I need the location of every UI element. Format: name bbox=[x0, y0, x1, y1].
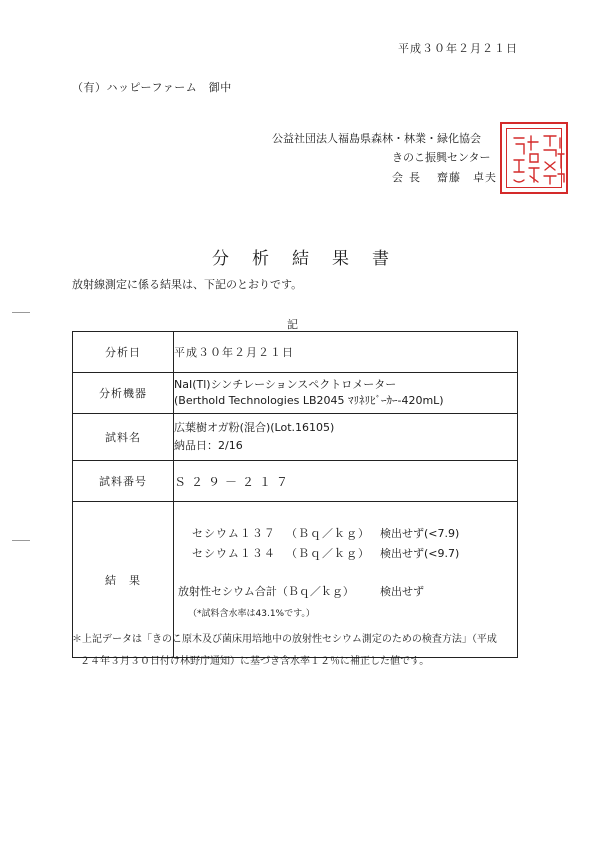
results-label: 結 果 bbox=[73, 502, 174, 658]
ki-mark: 記 bbox=[287, 318, 298, 331]
cs134-value: 検出せず(<9.7) bbox=[380, 547, 460, 560]
results-table bbox=[72, 331, 518, 658]
table-row bbox=[73, 461, 518, 502]
issuer-center: きのこ振興センター bbox=[392, 151, 491, 164]
official-seal bbox=[500, 122, 568, 194]
instrument-name: NaI(Tl)シンチレーションスペクトロメーター bbox=[174, 378, 397, 391]
president-name: 齋藤 卓夫 bbox=[437, 171, 497, 184]
recipient: （有）ハッピーファーム 御中 bbox=[72, 81, 232, 94]
intro-text: 放射線測定に係る結果は、下記のとおりです。 bbox=[72, 278, 303, 291]
cs134-name: セシウム１３４ bbox=[192, 547, 276, 560]
total-cs-name: 放射性セシウム合計（Ｂｑ／ｋｇ） bbox=[178, 585, 354, 598]
analysis-date-label: 分析日 bbox=[73, 332, 174, 373]
sample-name-label: 試料名 bbox=[73, 414, 174, 461]
cs137-name: セシウム１３７ bbox=[192, 527, 276, 540]
punch-mark bbox=[12, 312, 30, 313]
seal-stamp-icon bbox=[502, 124, 570, 196]
sample-name: 広葉樹オガ粉(混合)(Lot.16105) bbox=[174, 421, 335, 434]
moisture-note: （*試料含水率は43.1%です。） bbox=[188, 609, 315, 619]
president-title: 会長 bbox=[392, 171, 426, 184]
punch-mark bbox=[12, 540, 30, 541]
footnote-line-2: ２４年３月３０日付け林野庁通知）に基づき含水率１２％に補正した値です。 bbox=[80, 656, 430, 667]
instrument-label: 分析機器 bbox=[73, 373, 174, 414]
sample-number-label: 試料番号 bbox=[73, 461, 174, 502]
total-cs-value: 検出せず bbox=[380, 585, 424, 598]
analysis-date-value: 平成３０年２月２１日 bbox=[174, 332, 518, 373]
cs137-unit: （Ｂｑ／ｋｇ） bbox=[286, 527, 370, 540]
sample-number-value: Ｓ２９－２１７ bbox=[174, 461, 518, 502]
delivery-date: 納品日：2/16 bbox=[174, 439, 243, 452]
sample-name-value bbox=[174, 414, 518, 461]
document-title: 分析結果書 bbox=[212, 249, 412, 269]
issuer-organization: 公益社団法人福島県森林・林業・緑化協会 bbox=[272, 132, 481, 145]
issue-date: 平成３０年２月２１日 bbox=[398, 42, 518, 55]
footnote-line-1: ＊上記データは「きのこ原木及び菌床用培地中の放射性セシウム測定のための検査方法」（平成 bbox=[72, 634, 497, 645]
cs137-value: 検出せず(<7.9) bbox=[380, 527, 460, 540]
cs134-unit: （Ｂｑ／ｋｇ） bbox=[286, 547, 370, 560]
table-row bbox=[73, 414, 518, 461]
instrument-value bbox=[174, 373, 518, 414]
table-row bbox=[73, 332, 518, 373]
instrument-model: (Berthold Technologies LB2045 ﾏﾘﾈﾘﾋﾞｰｶｰ-420mL) bbox=[174, 394, 444, 407]
table-row bbox=[73, 373, 518, 414]
